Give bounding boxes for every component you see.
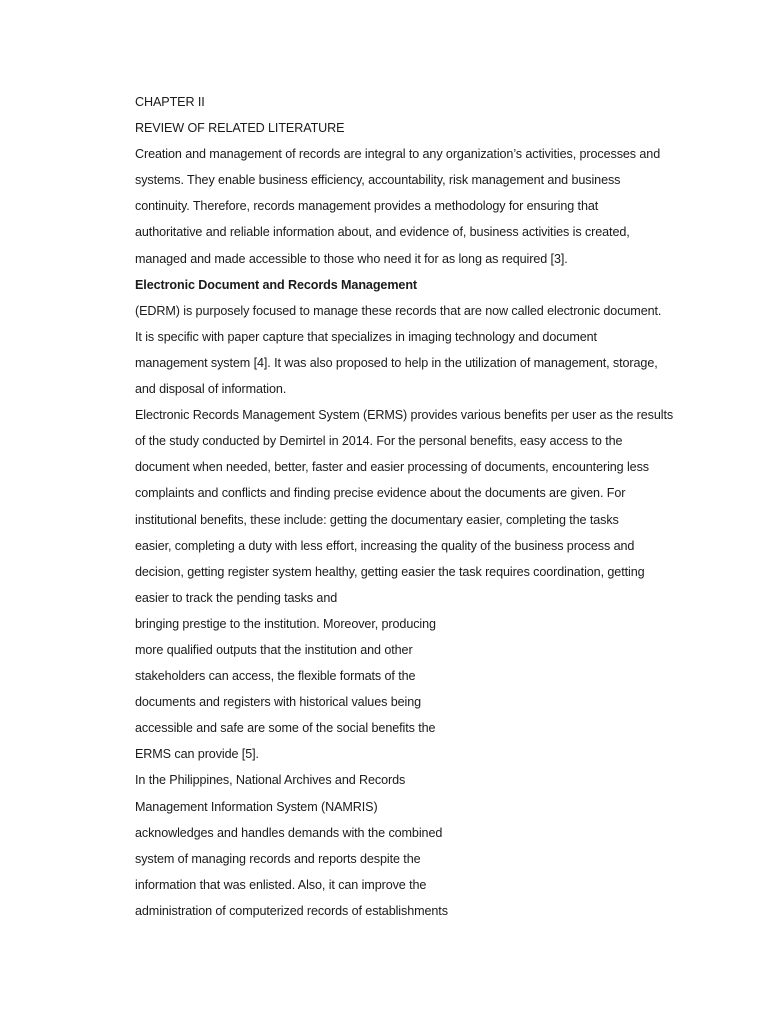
chapter-title: REVIEW OF RELATED LITERATURE: [135, 121, 345, 136]
text-line: decision, getting register system healthy, getting easier the task requires coordination, getting: [135, 564, 645, 579]
text-line: easier, completing a duty with less effort, increasing the quality of the business process and: [135, 538, 635, 553]
text-line: authoritative and reliable information about, and evidence of, business activities is created,: [135, 225, 630, 240]
text-line: and disposal of information.: [135, 382, 287, 397]
chapter-label: CHAPTER II: [135, 95, 205, 109]
text-line: ERMS can provide [5].: [135, 747, 259, 762]
section-heading: Electronic Document and Records Management: [135, 277, 418, 292]
text-line: In the Philippines, National Archives and Records: [135, 773, 406, 788]
text-line: document when needed, better, faster and easier processing of documents, encountering less: [135, 460, 649, 475]
text-line: continuity. Therefore, records management provides a methodology for ensuring that: [135, 199, 599, 214]
text-line: bringing prestige to the institution. Moreover, producing: [135, 616, 436, 631]
text-line: system of managing records and reports despite the: [135, 851, 421, 866]
text-line: management system [4]. It was also proposed to help in the utilization of management, storage,: [135, 355, 658, 370]
document-body: [135, 92, 695, 927]
text-line: administration of computerized records of establishments: [135, 903, 448, 918]
text-line: information that was enlisted. Also, it can improve the: [135, 877, 427, 892]
text-line: easier to track the pending tasks and: [135, 590, 338, 605]
text-line: more qualified outputs that the institution and other: [135, 642, 413, 657]
text-line: complaints and conflicts and finding precise evidence about the documents are given. For: [135, 486, 626, 501]
text-line: stakeholders can access, the flexible formats of the: [135, 669, 416, 684]
text-line: accessible and safe are some of the social benefits the: [135, 721, 436, 736]
text-line: It is specific with paper capture that specializes in imaging technology and document: [135, 329, 597, 344]
text-line: Creation and management of records are integral to any organization’s activities, processes and: [135, 147, 661, 162]
text-line: systems. They enable business efficiency, accountability, risk management and business: [135, 173, 621, 188]
text-line: institutional benefits, these include: getting the documentary easier, completing the tasks: [135, 512, 619, 527]
text-line: (EDRM) is purposely focused to manage these records that are now called electronic document.: [135, 303, 662, 318]
text-line: Electronic Records Management System (ERMS) provides various benefits per user as the results: [135, 408, 674, 423]
text-line: acknowledges and handles demands with the combined: [135, 825, 443, 840]
text-line: managed and made accessible to those who need it for as long as required [3].: [135, 251, 568, 266]
text-line: Management Information System (NAMRIS): [135, 799, 378, 814]
text-line: documents and registers with historical values being: [135, 695, 422, 710]
text-line: of the study conducted by Demirtel in 2014. For the personal benefits, easy access to the: [135, 434, 623, 449]
